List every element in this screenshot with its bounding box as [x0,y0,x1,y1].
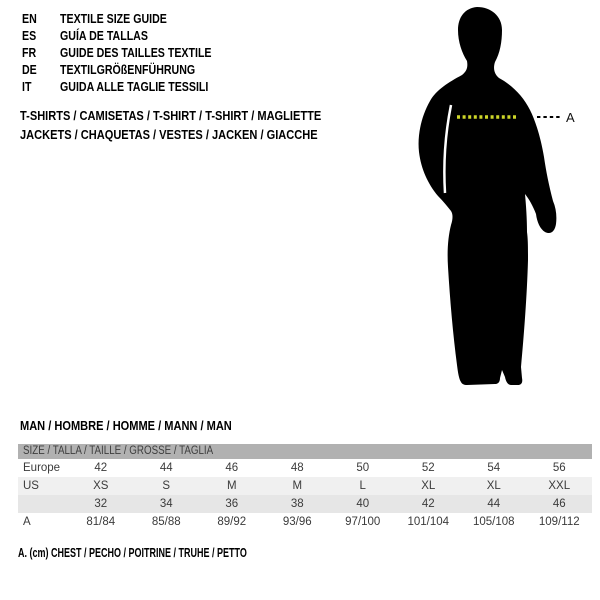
table-cell: 46 [225,462,239,474]
table-cell: L [359,480,366,492]
table-row-us [18,477,592,495]
table-cell: 89/92 [217,516,247,528]
table-cell: 46 [552,498,566,510]
table-cell: 38 [290,498,304,510]
table-cell: 36 [225,498,239,510]
category-line-tshirts: T-SHIRTS / CAMISETAS / T-SHIRT / T-SHIRT / MAGLIETTE [20,108,322,123]
table-cell: 93/96 [282,516,312,528]
table-row-europe [18,459,592,477]
table-cell: 42 [94,462,108,474]
table-cell: XXL [548,480,571,492]
table-cell: 44 [487,498,501,510]
table-row-numeric [18,495,592,513]
table-cell: 32 [94,498,108,510]
table-cell: 40 [356,498,370,510]
language-row-de [22,62,238,79]
table-row-chest-a [18,513,592,531]
table-cell: 54 [487,462,501,474]
row-label: Europe [23,462,61,474]
table-cell: 81/84 [86,516,116,528]
language-list [22,11,238,96]
language-title: GUIDA ALLE TAGLIE TESSILI [60,80,209,94]
language-title: TEXTILE SIZE GUIDE [60,12,167,26]
size-table [18,444,592,531]
table-cell: M [226,480,237,492]
size-table-header: SIZE / TALLA / TAILLE / GRÖSSE / TAGLIA [18,444,592,459]
man-silhouette-figure [415,5,600,390]
man-silhouette [415,5,600,390]
language-code: ES [22,29,37,43]
table-cell: 48 [290,462,304,474]
measurement-footnote: A. (cm) CHEST / PECHO / POITRINE / TRUHE / PETTO [18,546,247,560]
category-line-jackets: JACKETS / CHAQUETAS / VESTES / JACKEN / GIACCHE [20,127,318,142]
language-title: GUÍA DE TALLAS [60,29,148,43]
table-cell: 97/100 [345,516,381,528]
table-cell: XS [93,480,109,492]
table-cell: 85/88 [151,516,181,528]
table-cell: 42 [421,498,435,510]
language-title: GUIDE DES TAILLES TEXTILE [60,46,212,60]
table-cell: 109/112 [538,516,580,528]
man-silhouette-body [419,7,557,385]
table-cell: 52 [421,462,435,474]
table-cell: XL [486,480,501,492]
table-cell: S [162,480,171,492]
table-cell: 105/108 [472,516,515,528]
language-code: DE [22,63,37,77]
row-label: A [23,516,31,528]
language-row-en [22,11,238,28]
table-cell: 44 [159,462,173,474]
language-code: EN [22,12,37,26]
section-title: MAN / HOMBRE / HOMME / MANN / MAN [20,418,232,433]
language-code: IT [22,80,32,94]
table-cell: 101/104 [407,516,450,528]
row-label: US [23,480,39,492]
language-title: TEXTILGRÖßENFÜHRUNG [60,63,196,77]
category-lines [20,106,374,144]
table-cell: 50 [356,462,370,474]
measure-label-a: A [566,110,575,125]
table-cell: XL [421,480,436,492]
language-row-it [22,79,238,96]
table-cell: 34 [159,498,173,510]
language-code: FR [22,46,37,60]
language-row-fr [22,45,238,62]
table-cell: M [292,480,303,492]
table-cell: 56 [552,462,566,474]
language-row-es [22,28,238,45]
